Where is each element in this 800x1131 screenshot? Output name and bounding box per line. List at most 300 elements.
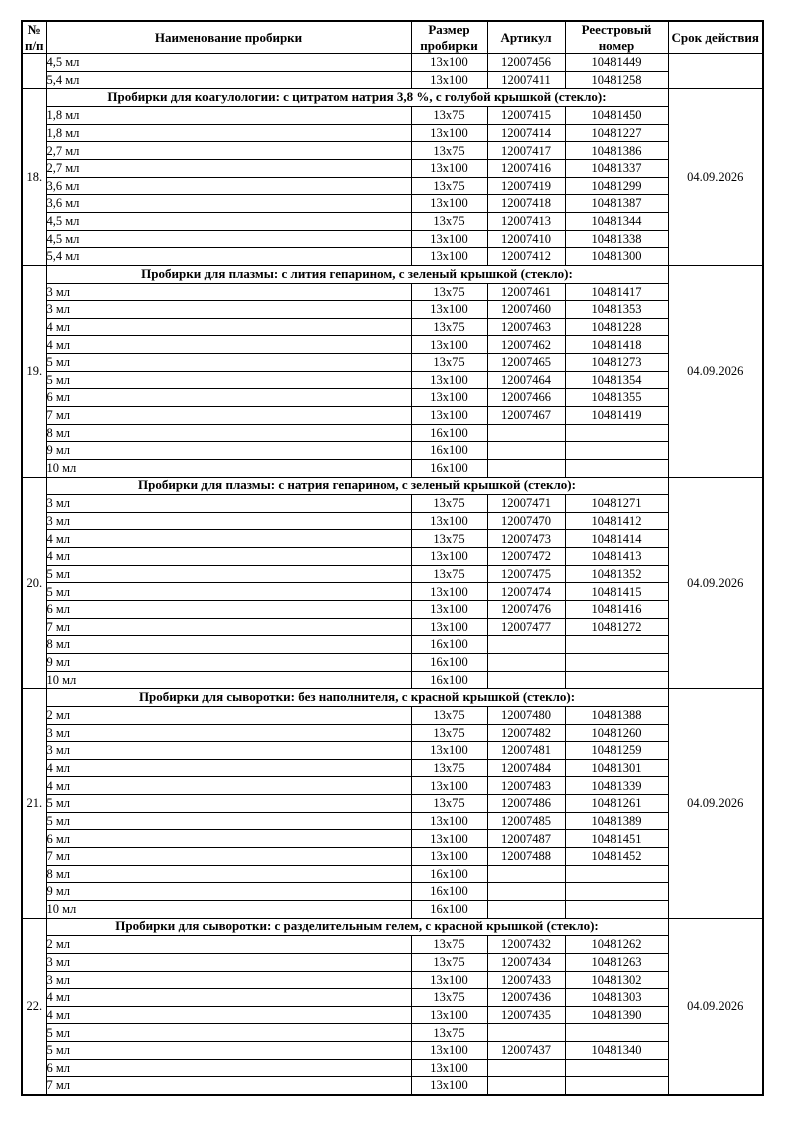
- tube-size-cell: 13x100: [411, 618, 487, 636]
- tube-size-cell: 13x75: [411, 724, 487, 742]
- table-row: [22, 989, 763, 1007]
- registry-number-cell: [565, 1059, 668, 1077]
- article-cell: 12007463: [487, 318, 565, 336]
- article-cell: 12007485: [487, 812, 565, 830]
- tube-size-cell: 16x100: [411, 865, 487, 883]
- tube-name-cell: 3,6 мл: [46, 195, 411, 213]
- table-row: [22, 459, 763, 477]
- tube-size-cell: 16x100: [411, 671, 487, 689]
- tube-name-cell: 3 мл: [46, 971, 411, 989]
- article-cell: 12007487: [487, 830, 565, 848]
- table-row: [22, 495, 763, 513]
- tube-name-cell: 2,7 мл: [46, 142, 411, 160]
- registry-number-cell: 10481355: [565, 389, 668, 407]
- tube-size-cell: 13x100: [411, 1042, 487, 1060]
- article-cell: 12007470: [487, 512, 565, 530]
- table-row: [22, 795, 763, 813]
- registry-number-cell: 10481301: [565, 759, 668, 777]
- registry-number-cell: 10481228: [565, 318, 668, 336]
- row-number-cell: 18.: [22, 89, 46, 265]
- tube-name-cell: 5,4 мл: [46, 71, 411, 89]
- registry-number-cell: 10481449: [565, 54, 668, 72]
- registry-number-cell: 10481300: [565, 248, 668, 266]
- tube-name-cell: 4 мл: [46, 530, 411, 548]
- table-row: [22, 936, 763, 954]
- table-row: [22, 565, 763, 583]
- tube-name-cell: 5 мл: [46, 565, 411, 583]
- article-cell: 12007435: [487, 1006, 565, 1024]
- registry-number-cell: 10481419: [565, 407, 668, 425]
- article-cell: [487, 424, 565, 442]
- tube-name-cell: 3 мл: [46, 953, 411, 971]
- tube-name-cell: 10 мл: [46, 459, 411, 477]
- table-row: [22, 848, 763, 866]
- table-row: [22, 742, 763, 760]
- table-row: [22, 124, 763, 142]
- registry-number-cell: 10481354: [565, 371, 668, 389]
- article-cell: [487, 1024, 565, 1042]
- registry-number-cell: 10481337: [565, 160, 668, 178]
- tube-size-cell: 13x100: [411, 54, 487, 72]
- table-row: [22, 706, 763, 724]
- table-body: [22, 54, 763, 1095]
- table-row: [22, 248, 763, 266]
- tube-size-cell: 13x100: [411, 548, 487, 566]
- tube-size-cell: 13x100: [411, 1059, 487, 1077]
- tube-size-cell: 13x100: [411, 301, 487, 319]
- table-row: [22, 601, 763, 619]
- registry-number-cell: 10481412: [565, 512, 668, 530]
- tube-name-cell: 8 мл: [46, 636, 411, 654]
- registry-number-cell: 10481299: [565, 177, 668, 195]
- registry-number-cell: 10481339: [565, 777, 668, 795]
- registry-number-cell: 10481390: [565, 1006, 668, 1024]
- tube-name-cell: 3 мл: [46, 283, 411, 301]
- registry-number-cell: 10481417: [565, 283, 668, 301]
- tube-size-cell: 13x75: [411, 495, 487, 513]
- tube-size-cell: 13x75: [411, 953, 487, 971]
- tube-name-cell: 3,6 мл: [46, 177, 411, 195]
- tube-size-cell: 13x75: [411, 530, 487, 548]
- tube-name-cell: 3 мл: [46, 495, 411, 513]
- registry-number-cell: 10481273: [565, 354, 668, 372]
- tube-size-cell: 13x75: [411, 318, 487, 336]
- tube-size-cell: 13x75: [411, 177, 487, 195]
- tube-size-cell: 13x100: [411, 777, 487, 795]
- tube-size-cell: 13x100: [411, 407, 487, 425]
- tube-name-cell: 4 мл: [46, 759, 411, 777]
- registry-number-cell: [565, 636, 668, 654]
- article-cell: 12007475: [487, 565, 565, 583]
- tube-size-cell: 13x100: [411, 601, 487, 619]
- tube-name-cell: 4 мл: [46, 336, 411, 354]
- registry-number-cell: [565, 424, 668, 442]
- section-title-cell: Пробирки для коагулологии: с цитратом натрия 3,8 %, с голубой крышкой (стекло):: [46, 89, 668, 107]
- table-row: [22, 759, 763, 777]
- registry-number-cell: 10481388: [565, 706, 668, 724]
- row-number-cell: 20.: [22, 477, 46, 689]
- registry-number-cell: 10481386: [565, 142, 668, 160]
- col-header-size: Размер пробирки: [411, 21, 487, 54]
- tube-name-cell: 3 мл: [46, 512, 411, 530]
- registry-number-cell: 10481414: [565, 530, 668, 548]
- article-cell: 12007460: [487, 301, 565, 319]
- tube-size-cell: 13x75: [411, 759, 487, 777]
- registry-number-cell: 10481450: [565, 107, 668, 125]
- article-cell: 12007465: [487, 354, 565, 372]
- section-title-row: [22, 265, 763, 283]
- registry-number-cell: 10481340: [565, 1042, 668, 1060]
- registry-number-cell: 10481353: [565, 301, 668, 319]
- section-title-row: [22, 89, 763, 107]
- table-row: [22, 389, 763, 407]
- tube-name-cell: 3 мл: [46, 742, 411, 760]
- article-cell: 12007464: [487, 371, 565, 389]
- table-row: [22, 1077, 763, 1095]
- registry-number-cell: 10481338: [565, 230, 668, 248]
- table-row: [22, 530, 763, 548]
- article-cell: 12007467: [487, 407, 565, 425]
- tube-name-cell: 5,4 мл: [46, 248, 411, 266]
- tube-name-cell: 4 мл: [46, 548, 411, 566]
- article-cell: 12007436: [487, 989, 565, 1007]
- tube-name-cell: 3 мл: [46, 301, 411, 319]
- table-row: [22, 195, 763, 213]
- tube-size-cell: 13x100: [411, 812, 487, 830]
- tube-size-cell: 13x100: [411, 248, 487, 266]
- table-row: [22, 354, 763, 372]
- table-row: [22, 653, 763, 671]
- tube-name-cell: 10 мл: [46, 671, 411, 689]
- tube-name-cell: 7 мл: [46, 848, 411, 866]
- tube-size-cell: 13x100: [411, 195, 487, 213]
- registry-number-cell: 10481416: [565, 601, 668, 619]
- table-row: [22, 1059, 763, 1077]
- registry-number-cell: [565, 865, 668, 883]
- registry-number-cell: 10481352: [565, 565, 668, 583]
- registry-number-cell: 10481262: [565, 936, 668, 954]
- tube-size-cell: 13x75: [411, 706, 487, 724]
- tube-name-cell: 4 мл: [46, 1006, 411, 1024]
- article-cell: 12007413: [487, 212, 565, 230]
- article-cell: 12007412: [487, 248, 565, 266]
- tube-name-cell: 2 мл: [46, 936, 411, 954]
- table-row: [22, 1024, 763, 1042]
- tube-size-cell: 13x100: [411, 71, 487, 89]
- validity-date-cell: 04.09.2026: [668, 477, 763, 689]
- article-cell: 12007461: [487, 283, 565, 301]
- tube-size-cell: 16x100: [411, 442, 487, 460]
- tube-size-cell: 13x100: [411, 230, 487, 248]
- tube-size-cell: 16x100: [411, 900, 487, 918]
- section-title-cell: Пробирки для плазмы: с лития гепарином, с зеленый крышкой (стекло):: [46, 265, 668, 283]
- tube-name-cell: 6 мл: [46, 389, 411, 407]
- tube-name-cell: 8 мл: [46, 424, 411, 442]
- col-header-validity: Срок действия: [668, 21, 763, 54]
- section-title-cell: Пробирки для сыворотки: без наполнителя, с красной крышкой (стекло):: [46, 689, 668, 707]
- registry-number-cell: 10481415: [565, 583, 668, 601]
- table-row: [22, 160, 763, 178]
- tube-size-cell: 16x100: [411, 424, 487, 442]
- registry-number-cell: [565, 1024, 668, 1042]
- article-cell: 12007473: [487, 530, 565, 548]
- article-cell: 12007488: [487, 848, 565, 866]
- tube-name-cell: 6 мл: [46, 1059, 411, 1077]
- registry-number-cell: 10481272: [565, 618, 668, 636]
- tube-name-cell: 1,8 мл: [46, 124, 411, 142]
- tube-size-cell: 13x100: [411, 371, 487, 389]
- tube-name-cell: 4,5 мл: [46, 230, 411, 248]
- article-cell: [487, 671, 565, 689]
- article-cell: 12007417: [487, 142, 565, 160]
- col-header-number: № п/п: [22, 21, 46, 54]
- table-row: [22, 212, 763, 230]
- section-title-row: [22, 477, 763, 495]
- table-header-row: [22, 21, 763, 54]
- registry-number-cell: 10481259: [565, 742, 668, 760]
- registry-number-cell: 10481451: [565, 830, 668, 848]
- validity-date-cell: 04.09.2026: [668, 689, 763, 918]
- row-number-cell: [22, 54, 46, 89]
- article-cell: 12007414: [487, 124, 565, 142]
- tube-size-cell: 13x75: [411, 107, 487, 125]
- tube-size-cell: 13x75: [411, 1024, 487, 1042]
- article-cell: 12007483: [487, 777, 565, 795]
- registry-number-cell: 10481389: [565, 812, 668, 830]
- table-row: [22, 301, 763, 319]
- registry-number-cell: [565, 1077, 668, 1095]
- tube-size-cell: 13x100: [411, 971, 487, 989]
- tube-name-cell: 4,5 мл: [46, 54, 411, 72]
- table-row: [22, 636, 763, 654]
- article-cell: [487, 653, 565, 671]
- article-cell: 12007476: [487, 601, 565, 619]
- tube-name-cell: 9 мл: [46, 653, 411, 671]
- table-row: [22, 900, 763, 918]
- article-cell: [487, 1077, 565, 1095]
- table-row: [22, 424, 763, 442]
- article-cell: [487, 865, 565, 883]
- article-cell: 12007477: [487, 618, 565, 636]
- article-cell: 12007480: [487, 706, 565, 724]
- validity-date-cell: [668, 54, 763, 89]
- validity-date-cell: 04.09.2026: [668, 918, 763, 1095]
- tube-name-cell: 6 мл: [46, 601, 411, 619]
- tube-size-cell: 13x75: [411, 795, 487, 813]
- registry-number-cell: 10481418: [565, 336, 668, 354]
- table-row: [22, 336, 763, 354]
- registry-number-cell: [565, 671, 668, 689]
- tube-name-cell: 5 мл: [46, 583, 411, 601]
- table-row: [22, 1042, 763, 1060]
- tube-spec-table: [21, 20, 764, 1096]
- article-cell: [487, 883, 565, 901]
- registry-number-cell: 10481260: [565, 724, 668, 742]
- article-cell: 12007433: [487, 971, 565, 989]
- article-cell: 12007410: [487, 230, 565, 248]
- section-title-row: [22, 918, 763, 936]
- article-cell: 12007481: [487, 742, 565, 760]
- validity-date-cell: 04.09.2026: [668, 265, 763, 477]
- article-cell: 12007437: [487, 1042, 565, 1060]
- article-cell: 12007434: [487, 953, 565, 971]
- registry-number-cell: [565, 653, 668, 671]
- tube-name-cell: 4 мл: [46, 989, 411, 1007]
- table-row: [22, 618, 763, 636]
- article-cell: 12007484: [487, 759, 565, 777]
- registry-number-cell: 10481303: [565, 989, 668, 1007]
- table-row: [22, 865, 763, 883]
- table-row: [22, 283, 763, 301]
- tube-size-cell: 13x100: [411, 160, 487, 178]
- registry-number-cell: [565, 442, 668, 460]
- table-row: [22, 177, 763, 195]
- tube-name-cell: 2,7 мл: [46, 160, 411, 178]
- registry-number-cell: [565, 883, 668, 901]
- table-row: [22, 54, 763, 72]
- registry-number-cell: 10481413: [565, 548, 668, 566]
- table-row: [22, 812, 763, 830]
- table-row: [22, 142, 763, 160]
- tube-size-cell: 16x100: [411, 459, 487, 477]
- tube-name-cell: 5 мл: [46, 795, 411, 813]
- article-cell: 12007411: [487, 71, 565, 89]
- tube-size-cell: 13x100: [411, 848, 487, 866]
- col-header-name: Наименование пробирки: [46, 21, 411, 54]
- table-row: [22, 371, 763, 389]
- tube-size-cell: 16x100: [411, 883, 487, 901]
- col-header-article: Артикул: [487, 21, 565, 54]
- table-row: [22, 971, 763, 989]
- tube-name-cell: 7 мл: [46, 618, 411, 636]
- col-header-registry: Реестровый номер: [565, 21, 668, 54]
- table-row: [22, 724, 763, 742]
- tube-name-cell: 10 мл: [46, 900, 411, 918]
- table-row: [22, 442, 763, 460]
- table-row: [22, 777, 763, 795]
- article-cell: 12007482: [487, 724, 565, 742]
- article-cell: 12007418: [487, 195, 565, 213]
- tube-name-cell: 5 мл: [46, 812, 411, 830]
- tube-size-cell: 13x75: [411, 989, 487, 1007]
- tube-name-cell: 3 мл: [46, 724, 411, 742]
- tube-size-cell: 13x75: [411, 212, 487, 230]
- tube-name-cell: 5 мл: [46, 1042, 411, 1060]
- table-row: [22, 548, 763, 566]
- registry-number-cell: 10481302: [565, 971, 668, 989]
- tube-size-cell: 13x100: [411, 389, 487, 407]
- tube-size-cell: 13x75: [411, 936, 487, 954]
- article-cell: [487, 459, 565, 477]
- registry-number-cell: [565, 900, 668, 918]
- tube-size-cell: 13x100: [411, 124, 487, 142]
- registry-number-cell: 10481227: [565, 124, 668, 142]
- table-row: [22, 512, 763, 530]
- article-cell: 12007462: [487, 336, 565, 354]
- tube-name-cell: 7 мл: [46, 1077, 411, 1095]
- tube-size-cell: 13x100: [411, 1006, 487, 1024]
- tube-size-cell: 13x100: [411, 583, 487, 601]
- table-row: [22, 71, 763, 89]
- tube-size-cell: 13x100: [411, 830, 487, 848]
- article-cell: 12007472: [487, 548, 565, 566]
- article-cell: 12007486: [487, 795, 565, 813]
- article-cell: 12007419: [487, 177, 565, 195]
- article-cell: [487, 1059, 565, 1077]
- section-title-row: [22, 689, 763, 707]
- registry-number-cell: [565, 459, 668, 477]
- article-cell: 12007456: [487, 54, 565, 72]
- tube-name-cell: 4,5 мл: [46, 212, 411, 230]
- article-cell: [487, 900, 565, 918]
- tube-size-cell: 16x100: [411, 636, 487, 654]
- registry-number-cell: 10481261: [565, 795, 668, 813]
- registry-number-cell: 10481344: [565, 212, 668, 230]
- article-cell: 12007466: [487, 389, 565, 407]
- tube-name-cell: 5 мл: [46, 371, 411, 389]
- table-row: [22, 883, 763, 901]
- registry-number-cell: 10481263: [565, 953, 668, 971]
- registry-number-cell: 10481387: [565, 195, 668, 213]
- table-row: [22, 407, 763, 425]
- table-row: [22, 671, 763, 689]
- table-row: [22, 583, 763, 601]
- article-cell: 12007474: [487, 583, 565, 601]
- article-cell: 12007415: [487, 107, 565, 125]
- tube-name-cell: 9 мл: [46, 883, 411, 901]
- tube-size-cell: 13x100: [411, 1077, 487, 1095]
- tube-size-cell: 13x75: [411, 142, 487, 160]
- row-number-cell: 21.: [22, 689, 46, 918]
- tube-name-cell: 1,8 мл: [46, 107, 411, 125]
- row-number-cell: 19.: [22, 265, 46, 477]
- tube-name-cell: 7 мл: [46, 407, 411, 425]
- registry-number-cell: 10481258: [565, 71, 668, 89]
- tube-name-cell: 5 мл: [46, 354, 411, 372]
- table-row: [22, 230, 763, 248]
- registry-number-cell: 10481452: [565, 848, 668, 866]
- section-title-cell: Пробирки для сыворотки: с разделительным гелем, с красной крышкой (стекло):: [46, 918, 668, 936]
- tube-size-cell: 13x100: [411, 336, 487, 354]
- registry-number-cell: 10481271: [565, 495, 668, 513]
- tube-size-cell: 13x100: [411, 742, 487, 760]
- table-row: [22, 318, 763, 336]
- tube-name-cell: 6 мл: [46, 830, 411, 848]
- tube-size-cell: 13x75: [411, 354, 487, 372]
- article-cell: 12007471: [487, 495, 565, 513]
- tube-name-cell: 2 мл: [46, 706, 411, 724]
- tube-size-cell: 13x75: [411, 283, 487, 301]
- tube-name-cell: 5 мл: [46, 1024, 411, 1042]
- article-cell: [487, 636, 565, 654]
- table-row: [22, 1006, 763, 1024]
- tube-name-cell: 4 мл: [46, 777, 411, 795]
- tube-name-cell: 9 мл: [46, 442, 411, 460]
- table-row: [22, 830, 763, 848]
- article-cell: [487, 442, 565, 460]
- tube-size-cell: 13x75: [411, 565, 487, 583]
- tube-size-cell: 16x100: [411, 653, 487, 671]
- tube-size-cell: 13x100: [411, 512, 487, 530]
- section-title-cell: Пробирки для плазмы: с натрия гепарином, с зеленый крышкой (стекло):: [46, 477, 668, 495]
- row-number-cell: 22.: [22, 918, 46, 1095]
- table-row: [22, 107, 763, 125]
- validity-date-cell: 04.09.2026: [668, 89, 763, 265]
- tube-name-cell: 8 мл: [46, 865, 411, 883]
- table-row: [22, 953, 763, 971]
- article-cell: 12007432: [487, 936, 565, 954]
- tube-name-cell: 4 мл: [46, 318, 411, 336]
